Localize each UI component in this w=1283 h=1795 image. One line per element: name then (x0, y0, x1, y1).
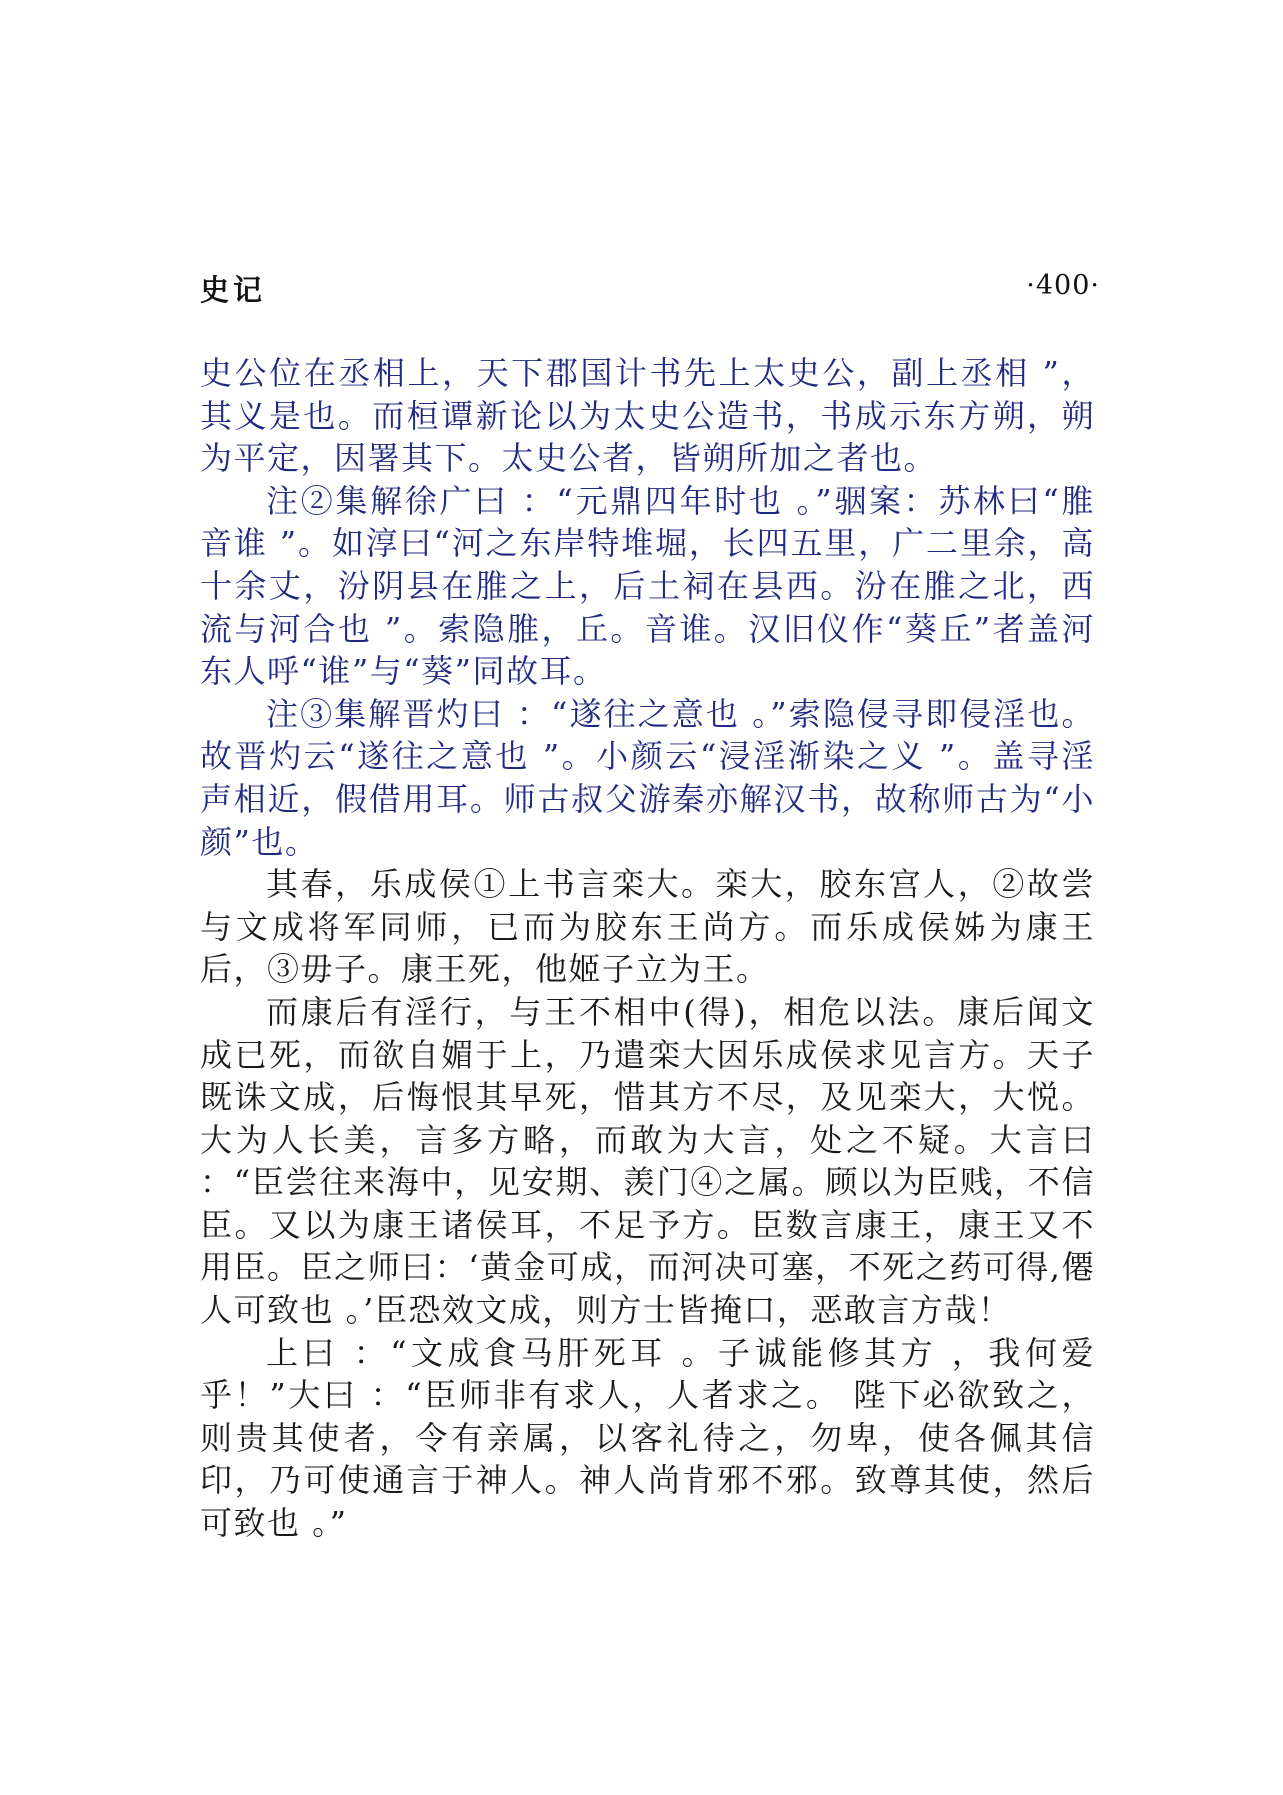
body-text (200, 352, 1095, 1545)
main-text-paragraph: 而康后有淫行，与王不相中(得)，相危以法。康后闻文成已死，而欲自媚于上，乃遣栾大因乐成侯求见言方。天子既诛文成，后悔恨其早死，惜其方不尽，及见栾大，大悦。大为人长美，言多方略，而敢为大言，处之不疑。大言曰 ：“臣尝往来海中，见安期、羡门④之属。顾以为臣贱，不信臣。又以为康王诸侯耳，不足予方。臣数言康王，康王又不用臣。臣之师曰：‘黄金可成，而河决可塞，不死之药可得,僊人可致也 。’臣恐效文成，则方士皆掩口，恶敢言方哉！ (200, 992, 1095, 1330)
main-text-paragraph: 上曰 ：“文成食马肝死耳 。子诚能修其方 ，我何爱乎！”大曰 ：“臣师非有求人，人者求之。 陛下必欲致之， 则贵其使者，令有亲属，以客礼待之，勿卑，使各佩其信印，乃可使通言于神人。神人尚肯邪不邪。致尊其使，然后可致也 。” (200, 1333, 1095, 1543)
annotation-paragraph: 史公位在丞相上，天下郡国计书先上太史公，副上丞相 ”，其义是也。而桓谭新论以为太史公造书，书成示东方朔，朔为平定，因署其下。太史公者，皆朔所加之者也。 (200, 354, 1095, 478)
annotation-paragraph: 注②集解徐广曰 ：“元鼎四年时也 。”骃案：苏林曰“脽音谁 ”。如淳曰“河之东岸特堆堀，长四五里，广二里余，高十余丈，汾阴县在脽之上，后土祠在县西。汾在脽之北，西流与河合也 ”。索隐脽，丘。音谁。汉旧仪作“葵丘”者盖河东人呼“谁”与“葵”同故耳。 (200, 481, 1095, 691)
page-number: ·400· (1026, 270, 1100, 301)
annotation-paragraph: 注③集解晋灼曰 ：“遂往之意也 。”索隐侵寻即侵淫也。故晋灼云“遂往之意也 ”。小颜云“浸淫渐染之义 ”。盖寻淫声相近，假借用耳。师古叔父游秦亦解汉书，故称师古为“小颜”也。 (200, 694, 1095, 861)
main-text-paragraph: 其春，乐成侯①上书言栾大。栾大，胶东宫人，②故尝与文成将军同师，已而为胶东王尚方。而乐成侯姊为康王后，③毋子。康王死，他姬子立为王。 (200, 865, 1095, 989)
page-header (200, 268, 1100, 314)
book-title: 史记 (200, 273, 267, 307)
